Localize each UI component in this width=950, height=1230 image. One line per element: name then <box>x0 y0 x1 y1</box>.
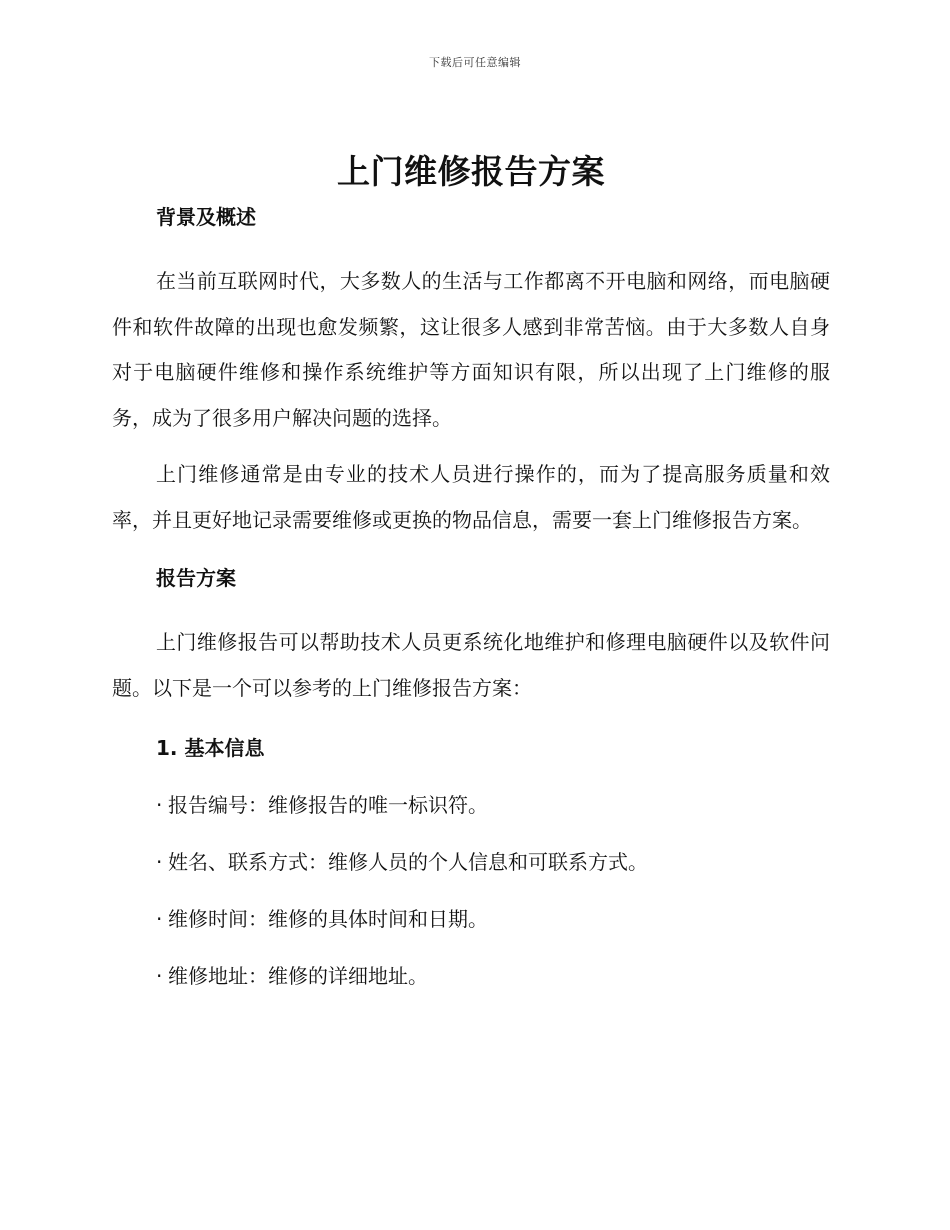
paragraph-background-2: 上门维修通常是由专业的技术人员进行操作的，而为了提高服务质量和效率，并且更好地记录需要维修或更换的物品信息，需要一套上门维修报告方案。 <box>112 462 830 532</box>
list-item <box>112 847 830 877</box>
paragraph-background-1: 在当前互联网时代，大多数人的生活与工作都离不开电脑和网络，而电脑硬件和软件故障的出现也愈发频繁，这让很多人感到非常苦恼。由于大多数人自身对于电脑硬件维修和操作系统维护等方面知识有限，所以出现了上门维修的服务，成为了很多用户解决问题的选择。 <box>112 269 830 430</box>
document-title: 上门维修报告方案 <box>337 152 605 191</box>
list-item-text: 姓名、联系方式：维修人员的个人信息和可联系方式。 <box>168 850 648 874</box>
document-body <box>112 150 830 991</box>
list-item <box>112 904 830 934</box>
list-item <box>112 961 830 991</box>
section-heading-basic-info: 1. 基本信息 <box>156 736 265 760</box>
bullet-icon: · <box>156 850 163 874</box>
bullet-icon: · <box>156 907 163 931</box>
list-item-text: 报告编号：维修报告的唯一标识符。 <box>168 793 488 817</box>
paragraph-report-plan-1: 上门维修报告可以帮助技术人员更系统化地维护和修理电脑硬件以及软件问题。以下是一个可以参考的上门维修报告方案： <box>112 630 830 700</box>
section-heading-report-plan: 报告方案 <box>156 566 236 590</box>
section-heading-background: 背景及概述 <box>156 205 256 229</box>
bullet-icon: · <box>156 793 163 817</box>
list-item-text: 维修时间：维修的具体时间和日期。 <box>168 907 488 931</box>
header-note: 下载后可任意编辑 <box>429 56 521 69</box>
list-item-text: 维修地址：维修的详细地址。 <box>168 964 428 988</box>
bullet-icon: · <box>156 964 163 988</box>
list-item <box>112 790 830 820</box>
